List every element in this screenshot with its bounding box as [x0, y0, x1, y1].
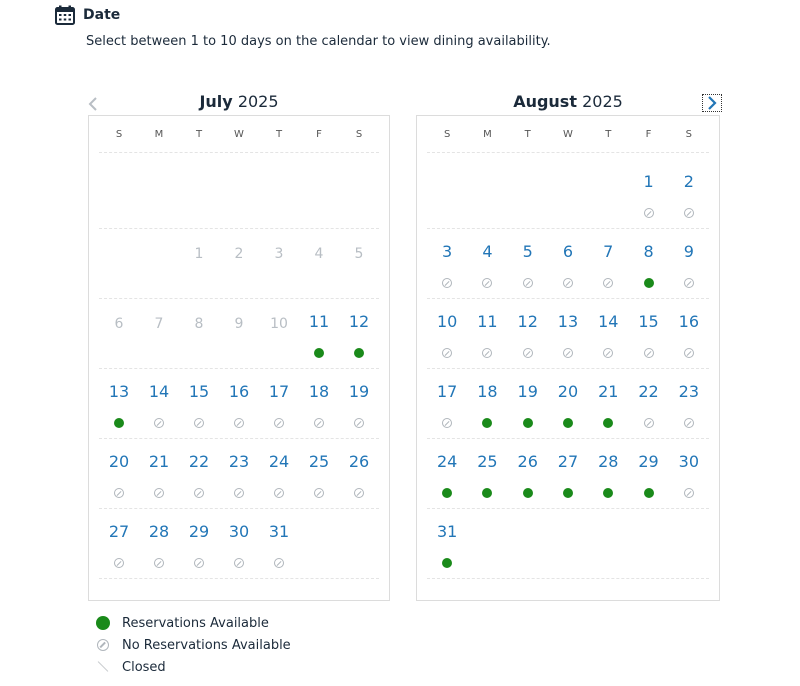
day-number: 7	[154, 316, 164, 332]
day-cell[interactable]	[179, 368, 219, 438]
empty-day-cell	[259, 158, 299, 228]
available-dot-icon	[563, 418, 573, 428]
available-dot-icon	[644, 488, 654, 498]
day-number: 16	[228, 382, 250, 401]
day-cell[interactable]	[467, 438, 507, 508]
weekday-label: T	[195, 129, 203, 140]
empty-day-cell	[139, 158, 179, 228]
day-cell[interactable]	[339, 298, 379, 368]
day-number: 26	[348, 452, 370, 471]
day-number: 15	[638, 312, 659, 331]
available-dot-icon	[442, 558, 452, 568]
day-number: 28	[598, 452, 619, 471]
day-cell[interactable]	[548, 228, 588, 298]
available-dot-icon	[523, 488, 533, 498]
legend-closed	[96, 656, 291, 678]
day-number: 30	[678, 452, 699, 471]
day-number: 8	[643, 242, 654, 261]
unavailable-circle-icon	[234, 488, 244, 498]
empty-day-cell	[339, 158, 379, 228]
unavailable-circle-icon	[684, 488, 694, 498]
day-cell[interactable]	[508, 298, 548, 368]
day-cell[interactable]	[139, 438, 179, 508]
unavailable-circle-icon	[354, 488, 364, 498]
day-number: 24	[268, 452, 290, 471]
weekday-header-row	[99, 124, 379, 153]
day-cell[interactable]	[299, 438, 339, 508]
unavailable-circle-icon	[194, 488, 204, 498]
day-cell[interactable]	[99, 368, 139, 438]
day-cell[interactable]	[427, 228, 467, 298]
day-number: 29	[638, 452, 659, 471]
unavailable-circle-icon	[442, 348, 452, 358]
day-cell[interactable]	[467, 368, 507, 438]
month-name: July	[199, 92, 233, 111]
day-number: 15	[188, 382, 210, 401]
day-cell	[179, 298, 219, 368]
unavailable-circle-icon	[482, 278, 492, 288]
day-number: 19	[517, 382, 538, 401]
july-calendar-grid	[88, 115, 390, 601]
day-number: 4	[314, 246, 324, 262]
day-number: 16	[678, 312, 699, 331]
week-row	[427, 368, 709, 439]
day-number: 31	[436, 522, 458, 541]
day-cell	[219, 298, 259, 368]
unavailable-circle-icon	[563, 348, 573, 358]
weekday-label: W	[234, 129, 244, 140]
day-number: 27	[108, 522, 130, 541]
empty-day-cell	[467, 508, 507, 578]
day-number: 11	[477, 312, 498, 331]
week-row	[99, 158, 379, 229]
unavailable-circle-icon	[684, 348, 694, 358]
day-cell[interactable]	[548, 298, 588, 368]
week-row	[427, 508, 709, 579]
weekday-label: S	[685, 129, 692, 140]
available-dot-icon	[96, 616, 110, 630]
day-cell[interactable]	[99, 438, 139, 508]
empty-day-cell	[508, 508, 548, 578]
day-number: 4	[482, 242, 493, 261]
week-row	[427, 298, 709, 369]
day-number: 31	[268, 522, 290, 541]
week-row	[427, 228, 709, 299]
unavailable-circle-icon	[644, 418, 654, 428]
legend-unavailable	[96, 634, 291, 656]
empty-day-cell	[588, 158, 628, 228]
week-row	[427, 158, 709, 229]
unavailable-circle-icon	[97, 639, 109, 651]
day-cell[interactable]	[669, 368, 709, 438]
empty-day-cell	[508, 158, 548, 228]
day-number: 30	[228, 522, 250, 541]
day-number: 10	[436, 312, 458, 331]
day-cell	[179, 228, 219, 298]
unavailable-circle-icon	[154, 558, 164, 568]
empty-day-cell	[139, 228, 179, 298]
weekday-label: T	[605, 129, 612, 140]
available-dot-icon	[114, 418, 124, 428]
available-dot-icon	[354, 348, 364, 358]
empty-day-cell	[299, 158, 339, 228]
day-number: 22	[638, 382, 659, 401]
day-cell[interactable]	[259, 438, 299, 508]
day-cell[interactable]	[508, 368, 548, 438]
empty-day-cell	[548, 508, 588, 578]
day-cell[interactable]	[299, 368, 339, 438]
available-dot-icon	[603, 488, 613, 498]
weekday-label: T	[524, 129, 531, 140]
weekday-label: F	[316, 129, 322, 140]
day-number: 21	[148, 452, 170, 471]
day-number: 3	[442, 242, 453, 261]
august-calendar-grid	[416, 115, 720, 601]
available-dot-icon	[603, 418, 613, 428]
week-row	[427, 438, 709, 509]
day-number: 17	[436, 382, 458, 401]
day-number: 7	[603, 242, 614, 261]
day-number: 12	[517, 312, 538, 331]
day-number: 21	[598, 382, 619, 401]
unavailable-circle-icon	[603, 278, 613, 288]
empty-day-cell	[669, 508, 709, 578]
empty-day-cell	[299, 508, 339, 578]
day-number: 5	[522, 242, 533, 261]
day-number: 20	[557, 382, 579, 401]
empty-day-cell	[467, 158, 507, 228]
day-number: 17	[268, 382, 290, 401]
weekday-label: F	[645, 129, 652, 140]
month-year: 2025	[582, 92, 623, 111]
unavailable-circle-icon	[234, 558, 244, 568]
august-month-title	[416, 92, 720, 111]
empty-day-cell	[219, 158, 259, 228]
day-cell[interactable]	[219, 508, 259, 578]
day-cell	[259, 228, 299, 298]
day-cell[interactable]	[628, 368, 668, 438]
day-number: 22	[188, 452, 210, 471]
day-cell[interactable]	[628, 298, 668, 368]
day-cell[interactable]	[628, 438, 668, 508]
day-cell[interactable]	[427, 508, 467, 578]
available-dot-icon	[442, 488, 452, 498]
day-number: 12	[348, 312, 370, 331]
day-cell[interactable]	[588, 228, 628, 298]
day-cell	[339, 228, 379, 298]
month-name: August	[513, 92, 577, 111]
unavailable-circle-icon	[442, 418, 452, 428]
day-number: 26	[517, 452, 538, 471]
day-number: 14	[598, 312, 619, 331]
day-number: 14	[148, 382, 170, 401]
instructions-text: Select between 1 to 10 days on the calendar to view dining availability.	[86, 34, 551, 49]
day-number: 13	[108, 382, 130, 401]
day-cell[interactable]	[219, 368, 259, 438]
unavailable-circle-icon	[234, 418, 244, 428]
day-number: 9	[234, 316, 244, 332]
available-dot-icon	[482, 418, 492, 428]
legend-label: Closed	[122, 659, 166, 675]
empty-day-cell	[427, 158, 467, 228]
day-cell[interactable]	[259, 368, 299, 438]
day-cell[interactable]	[588, 298, 628, 368]
day-cell[interactable]	[548, 438, 588, 508]
day-cell[interactable]	[628, 158, 668, 228]
day-cell	[219, 228, 259, 298]
empty-day-cell	[179, 158, 219, 228]
day-cell[interactable]	[179, 438, 219, 508]
day-cell[interactable]	[339, 368, 379, 438]
unavailable-circle-icon	[354, 418, 364, 428]
day-number: 3	[274, 246, 284, 262]
day-cell[interactable]	[628, 228, 668, 298]
weekday-label: W	[563, 129, 573, 140]
empty-day-cell	[628, 508, 668, 578]
day-cell[interactable]	[467, 298, 507, 368]
day-cell[interactable]	[339, 438, 379, 508]
day-cell	[299, 228, 339, 298]
unavailable-circle-icon	[114, 558, 124, 568]
day-cell[interactable]	[588, 438, 628, 508]
day-cell[interactable]	[508, 228, 548, 298]
weekday-label: S	[443, 129, 451, 140]
week-row	[99, 368, 379, 439]
day-cell[interactable]	[179, 508, 219, 578]
unavailable-circle-icon	[314, 488, 324, 498]
day-cell[interactable]	[669, 228, 709, 298]
available-dot-icon	[482, 488, 492, 498]
unavailable-circle-icon	[114, 488, 124, 498]
day-cell[interactable]	[467, 228, 507, 298]
day-number: 25	[477, 452, 498, 471]
unavailable-circle-icon	[154, 488, 164, 498]
day-cell[interactable]	[669, 438, 709, 508]
weekday-label: M	[483, 129, 492, 140]
availability-legend	[96, 612, 291, 678]
available-dot-icon	[523, 418, 533, 428]
legend-label: No Reservations Available	[122, 637, 291, 653]
day-number: 19	[348, 382, 370, 401]
available-dot-icon	[563, 488, 573, 498]
legend-label: Reservations Available	[122, 615, 269, 631]
day-cell[interactable]	[508, 438, 548, 508]
day-cell[interactable]	[427, 368, 467, 438]
day-cell	[139, 298, 179, 368]
day-cell[interactable]	[139, 508, 179, 578]
day-cell[interactable]	[588, 368, 628, 438]
day-number: 23	[228, 452, 250, 471]
day-number: 1	[643, 172, 654, 191]
closed-slash-icon	[96, 660, 110, 674]
empty-day-cell	[548, 158, 588, 228]
july-month-title	[88, 92, 390, 111]
weekday-label: S	[115, 129, 123, 140]
unavailable-circle-icon	[154, 418, 164, 428]
day-cell	[259, 298, 299, 368]
week-row	[99, 438, 379, 509]
date-section-header	[55, 5, 120, 25]
weekday-label: M	[154, 129, 164, 140]
unavailable-circle-icon	[563, 278, 573, 288]
month-year: 2025	[237, 92, 279, 111]
unavailable-circle-icon	[314, 418, 324, 428]
unavailable-circle-icon	[274, 418, 284, 428]
day-number: 23	[678, 382, 699, 401]
unavailable-circle-icon	[194, 558, 204, 568]
day-number: 8	[194, 316, 204, 332]
unavailable-circle-icon	[523, 278, 533, 288]
day-number: 10	[270, 316, 288, 332]
day-cell[interactable]	[427, 298, 467, 368]
unavailable-circle-icon	[523, 348, 533, 358]
available-dot-icon	[644, 278, 654, 288]
section-title: Date	[83, 7, 121, 23]
empty-day-cell	[99, 228, 139, 298]
day-number: 27	[557, 452, 579, 471]
day-cell[interactable]	[99, 508, 139, 578]
day-number: 11	[308, 312, 330, 331]
day-number: 18	[308, 382, 330, 401]
unavailable-circle-icon	[274, 558, 284, 568]
day-number: 9	[683, 242, 694, 261]
empty-day-cell	[588, 508, 628, 578]
empty-day-cell	[339, 508, 379, 578]
day-cell[interactable]	[259, 508, 299, 578]
day-number: 1	[194, 246, 204, 262]
day-cell[interactable]	[299, 298, 339, 368]
day-number: 18	[477, 382, 498, 401]
day-number: 6	[114, 316, 124, 332]
weekday-label: T	[275, 129, 283, 140]
unavailable-circle-icon	[684, 418, 694, 428]
day-number: 28	[148, 522, 170, 541]
unavailable-circle-icon	[684, 208, 694, 218]
legend-available	[96, 612, 291, 634]
calendar-icon	[55, 5, 75, 25]
day-number: 2	[683, 172, 694, 191]
day-number: 25	[308, 452, 330, 471]
day-number: 6	[562, 242, 574, 261]
day-number: 24	[436, 452, 458, 471]
day-number: 20	[108, 452, 130, 471]
day-number: 2	[234, 246, 244, 262]
week-row	[99, 228, 379, 299]
unavailable-circle-icon	[684, 278, 694, 288]
available-dot-icon	[314, 348, 324, 358]
empty-day-cell	[99, 158, 139, 228]
weekday-label: S	[355, 129, 363, 140]
day-number: 5	[354, 246, 364, 262]
day-number: 13	[557, 312, 579, 331]
day-cell	[99, 298, 139, 368]
unavailable-circle-icon	[603, 348, 613, 358]
week-row	[99, 508, 379, 579]
day-cell[interactable]	[548, 368, 588, 438]
unavailable-circle-icon	[442, 278, 452, 288]
day-cell[interactable]	[219, 438, 259, 508]
day-cell[interactable]	[139, 368, 179, 438]
unavailable-circle-icon	[644, 348, 654, 358]
week-row	[99, 298, 379, 369]
day-number: 29	[188, 522, 210, 541]
unavailable-circle-icon	[194, 418, 204, 428]
weekday-header-row	[427, 124, 709, 153]
unavailable-circle-icon	[274, 488, 284, 498]
day-cell[interactable]	[669, 298, 709, 368]
day-cell[interactable]	[427, 438, 467, 508]
day-cell[interactable]	[669, 158, 709, 228]
unavailable-circle-icon	[482, 348, 492, 358]
unavailable-circle-icon	[644, 208, 654, 218]
